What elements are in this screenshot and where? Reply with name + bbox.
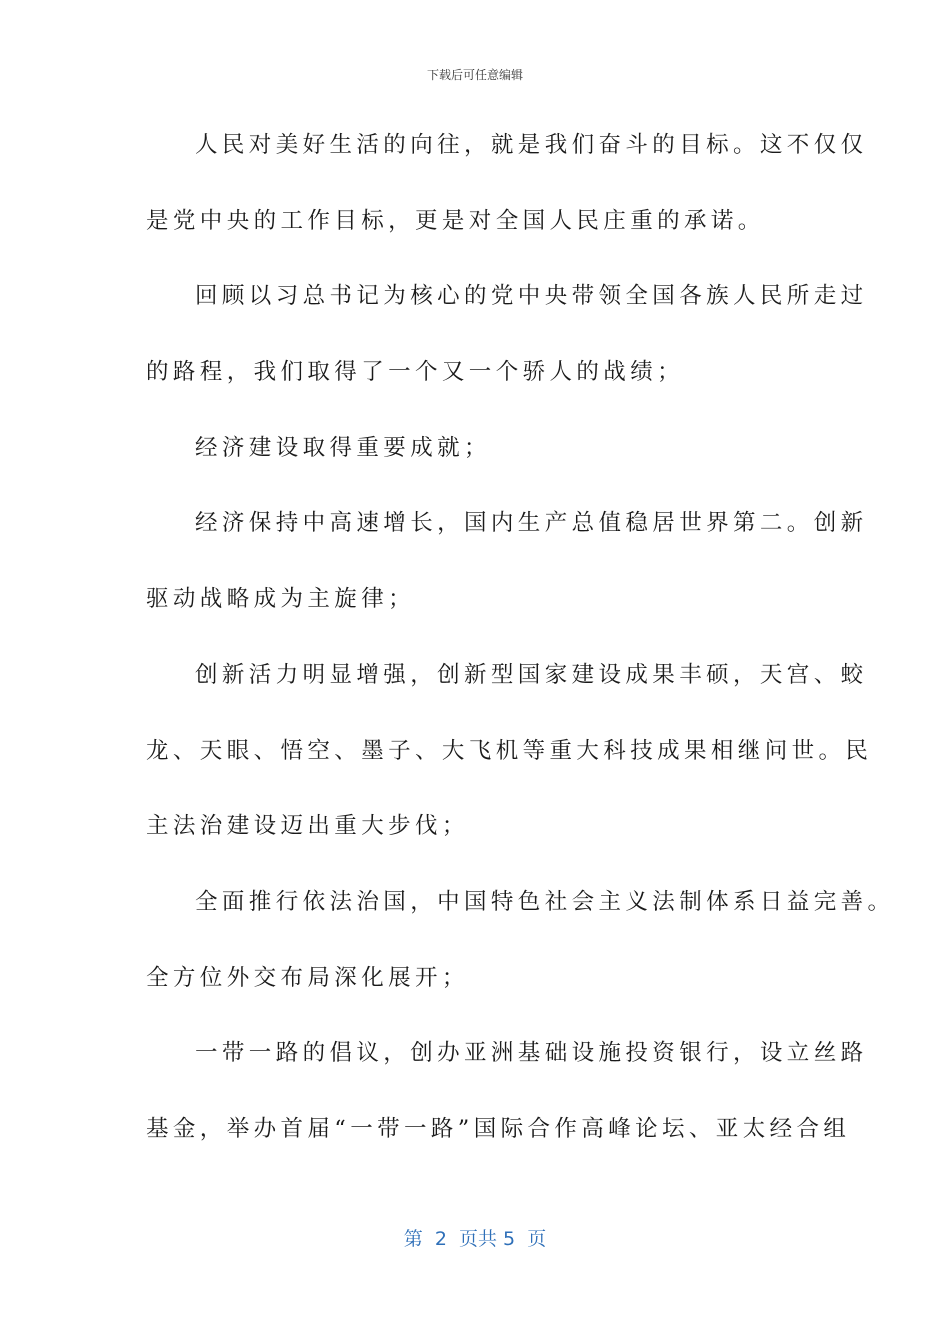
text-line: 人民对美好生活的向往，就是我们奋斗的目标。这不仅仅 — [195, 132, 868, 158]
text-line: 主法治建设迈出重大步伐； — [146, 813, 469, 840]
text-line: 经济建设取得重要成就； — [195, 434, 491, 461]
text-line: 一带一路的倡议，创办亚洲基础设施投资银行，设立丝路 — [195, 1040, 868, 1067]
text-line: 经济保持中高速增长，国内生产总值稳居世界第二。创新 — [195, 510, 868, 537]
page-number-footer: 第 2 页共 5 页 — [403, 1228, 547, 1250]
text-line: 全方位外交布局深化展开； — [146, 964, 469, 991]
text-line: 龙、天眼、悟空、墨子、大飞机等重大科技成果相继问世。民 — [146, 737, 873, 764]
text-line: 是党中央的工作目标，更是对全国人民庄重的承诺。 — [146, 207, 765, 234]
text-line: 回顾以习总书记为核心的党中央带领全国各族人民所走过 — [195, 283, 868, 310]
text-line: 创新活力明显增强，创新型国家建设成果丰硕，天宫、蛟 — [195, 661, 868, 688]
text-line: 全面推行依法治国，中国特色社会主义法制体系日益完善。 — [195, 888, 895, 915]
text-line: 的路程，我们取得了一个又一个骄人的战绩； — [146, 359, 685, 386]
text-line: 基金，举办首届“一带一路”国际合作高峰论坛、亚太经合组 — [146, 1115, 851, 1142]
document-body — [146, 118, 895, 1178]
page-header: 下载后可任意编辑 — [426, 68, 523, 82]
text-line: 驱动战略成为主旋律； — [146, 586, 416, 613]
